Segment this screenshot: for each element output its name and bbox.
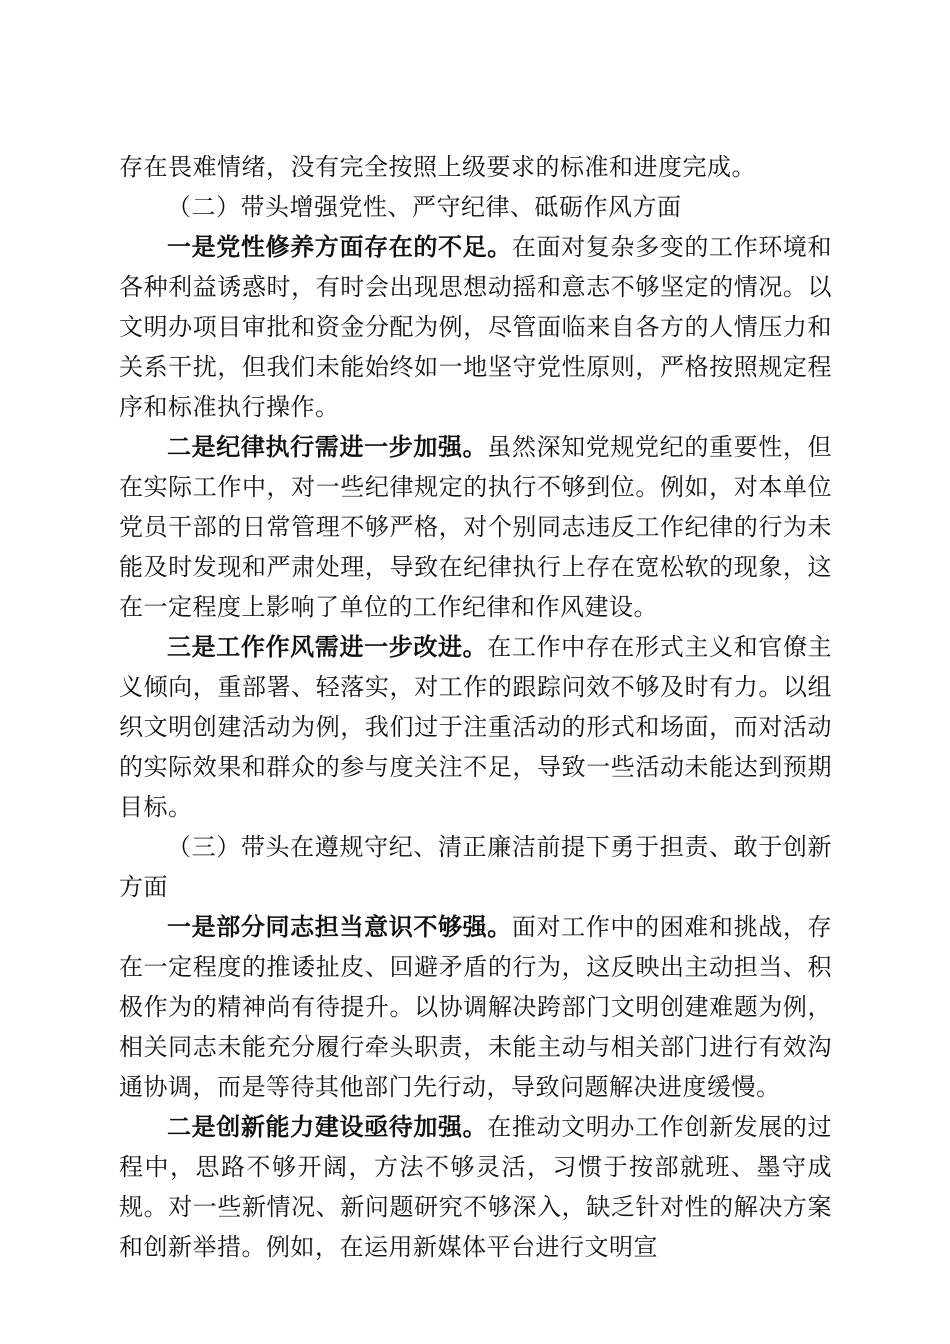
paragraph-party-spirit (119, 227, 832, 427)
paragraph-text: 在推动文明办工作创新发展的过程中，思路不够开阔，方法不够灵活，习惯于按部就班、墨守成规。对一些新情况、新问题研究不够深入，缺乏针对性的解决方案和创新举措。例如，在运用新媒体平台进行文明宣 (119, 1113, 832, 1261)
paragraph-text: 虽然深知党规党纪的重要性，但在实际工作中，对一些纪律规定的执行不够到位。例如，对本单位党员干部的日常管理不够严格，对个别同志违反工作纪律的行为未能及时发现和严肃处理，导致在纪律执行上存在宽松软的现象，这在一定程度上影响了单位的工作纪律和作风建设。 (119, 433, 832, 621)
paragraph-innovation (119, 1107, 832, 1267)
paragraph-lead: 一是部分同志担当意识不够强。 (167, 913, 512, 941)
section-heading-3: （三）带头在遵规守纪、清正廉洁前提下勇于担责、敢于创新方面 (119, 833, 832, 901)
paragraph-responsibility (119, 907, 832, 1107)
paragraph-lead: 三是工作作风需进一步改进。 (167, 633, 488, 661)
paragraph-text: 在面对复杂多变的工作环境和各种利益诱惑时，有时会出现思想动摇和意志不够坚定的情况。以文明办项目审批和资金分配为例，尽管面临来自各方的人情压力和关系干扰，但我们未能始终如一地坚守党性原则，严格按照规定程序和标准执行操作。 (119, 233, 833, 421)
paragraph-discipline (119, 427, 832, 627)
paragraph-text: 在工作中存在形式主义和官僚主义倾向，重部署、轻落实，对工作的跟踪问效不够及时有力。以组织文明创建活动为例，我们过于注重活动的形式和场面，而对活动的实际效果和群众的参与度关注不足，导致一些活动未能达到预期目标。 (119, 633, 832, 821)
paragraph-lead: 一是党性修养方面存在的不足。 (167, 233, 512, 261)
paragraph-text: 面对工作中的困难和挑战，存在一定程度的推诿扯皮、回避矛盾的行为，这反映出主动担当、积极作为的精神尚有待提升。以协调解决跨部门文明创建难题为例，相关同志未能充分履行牵头职责，未能主动与相关部门进行有效沟通协调，而是等待其他部门先行动，导致问题解决进度缓慢。 (119, 913, 833, 1101)
paragraph-lead: 二是纪律执行需进一步加强。 (167, 433, 488, 461)
paragraph-intro: 存在畏难情绪，没有完全按照上级要求的标准和进度完成。 (119, 153, 756, 181)
section-heading-2: （二）带头增强党性、严守纪律、砥砺作风方面 (167, 193, 682, 221)
paragraph-work-style (119, 627, 832, 827)
document-body (119, 147, 832, 1267)
paragraph-lead: 二是创新能力建设亟待加强。 (167, 1113, 488, 1141)
